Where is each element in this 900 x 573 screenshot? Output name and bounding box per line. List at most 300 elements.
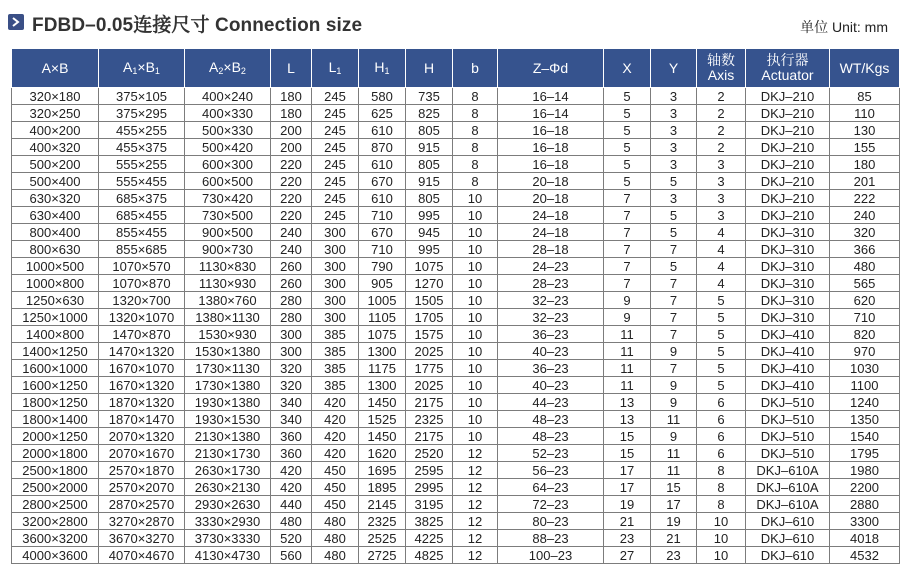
table-cell: 245 — [312, 122, 359, 139]
table-cell: 945 — [406, 224, 453, 241]
table-cell: 1730×1380 — [185, 377, 271, 394]
table-cell: 5 — [697, 377, 746, 394]
table-cell: 670 — [359, 224, 406, 241]
table-row — [12, 462, 900, 479]
table-cell: 11 — [651, 411, 697, 428]
table-cell: 1895 — [359, 479, 406, 496]
table-cell: 1005 — [359, 292, 406, 309]
table-cell: 2070×1670 — [99, 445, 185, 462]
table-cell: 1800×1250 — [12, 394, 99, 411]
table-cell: 10 — [453, 428, 498, 445]
table-cell: 580 — [359, 88, 406, 105]
table-cell: DKJ–210 — [746, 156, 830, 173]
table-cell: 620 — [830, 292, 900, 309]
column-header-main: WT/Kgs — [839, 59, 890, 76]
table-cell: 995 — [406, 241, 453, 258]
table-cell: 300 — [271, 343, 312, 360]
column-header-main: H — [423, 59, 435, 76]
table-cell: 6 — [697, 445, 746, 462]
table-cell: 420 — [312, 445, 359, 462]
table-cell: 2630×2130 — [185, 479, 271, 496]
table-cell: 10 — [453, 343, 498, 360]
table-cell: 220 — [271, 173, 312, 190]
table-cell: 28–23 — [498, 275, 604, 292]
table-cell: 560 — [271, 547, 312, 564]
table-cell: 56–23 — [498, 462, 604, 479]
table-cell: 1470×1320 — [99, 343, 185, 360]
column-header-mid: ×B — [223, 58, 241, 75]
table-cell: 4 — [697, 224, 746, 241]
table-cell: 870 — [359, 139, 406, 156]
table-cell: 5 — [604, 139, 651, 156]
table-cell: 32–23 — [498, 309, 604, 326]
table-cell: 1470×870 — [99, 326, 185, 343]
table-cell: 3 — [697, 156, 746, 173]
table-cell: 5 — [604, 156, 651, 173]
table-cell: 245 — [312, 139, 359, 156]
table-cell: 900×730 — [185, 241, 271, 258]
table-cell: 2175 — [406, 394, 453, 411]
table-cell: 180 — [830, 156, 900, 173]
table-cell: 1870×1320 — [99, 394, 185, 411]
table-cell: 10 — [453, 292, 498, 309]
table-cell: 7 — [604, 241, 651, 258]
table-row — [12, 411, 900, 428]
table-cell: 360 — [271, 428, 312, 445]
table-cell: DKJ–310 — [746, 258, 830, 275]
column-header-sub2: 1 — [154, 65, 160, 76]
table-cell: 3 — [651, 139, 697, 156]
table-row — [12, 547, 900, 564]
table-cell: 995 — [406, 207, 453, 224]
table-cell: 480 — [271, 513, 312, 530]
table-cell: 2570×1870 — [99, 462, 185, 479]
table-cell: 5 — [604, 173, 651, 190]
table-cell: 9 — [651, 428, 697, 445]
table-cell: 7 — [651, 360, 697, 377]
table-cell: DKJ–610A — [746, 479, 830, 496]
table-cell: 2025 — [406, 343, 453, 360]
table-cell: 40–23 — [498, 343, 604, 360]
table-cell: 4130×4730 — [185, 547, 271, 564]
table-cell: 2000×1250 — [12, 428, 99, 445]
table-cell: 9 — [651, 377, 697, 394]
table-cell: 12 — [453, 462, 498, 479]
table-cell: 16–14 — [498, 88, 604, 105]
table-cell: 180 — [271, 88, 312, 105]
column-header-sub2: 2 — [240, 65, 246, 76]
table-cell: 5 — [697, 360, 746, 377]
table-cell: 375×105 — [99, 88, 185, 105]
table-row — [12, 122, 900, 139]
table-cell: 32–23 — [498, 292, 604, 309]
table-cell: 1400×800 — [12, 326, 99, 343]
table-cell: 3 — [651, 156, 697, 173]
table-cell: 400×200 — [12, 122, 99, 139]
table-cell: 3825 — [406, 513, 453, 530]
table-row — [12, 530, 900, 547]
table-cell: 1450 — [359, 394, 406, 411]
table-cell: 240 — [830, 207, 900, 224]
table-cell: 455×255 — [99, 122, 185, 139]
column-header — [406, 49, 453, 88]
table-cell: DKJ–210 — [746, 139, 830, 156]
table-cell: 52–23 — [498, 445, 604, 462]
table-cell: 970 — [830, 343, 900, 360]
table-row — [12, 377, 900, 394]
column-header-main: A — [123, 58, 133, 75]
column-header-main: X — [622, 59, 632, 76]
table-cell: DKJ–610 — [746, 513, 830, 530]
table-cell: 1530×930 — [185, 326, 271, 343]
table-cell: 1100 — [830, 377, 900, 394]
column-header — [185, 49, 271, 88]
table-cell: 320 — [271, 377, 312, 394]
table-cell: 11 — [604, 326, 651, 343]
column-header-main: A×B — [41, 59, 69, 76]
table-cell: 3730×3330 — [185, 530, 271, 547]
table-cell: 735 — [406, 88, 453, 105]
table-cell: 15 — [651, 479, 697, 496]
table-cell: 685×455 — [99, 207, 185, 224]
table-cell: 805 — [406, 156, 453, 173]
table-cell: 2 — [697, 139, 746, 156]
table-row — [12, 88, 900, 105]
table-cell: 5 — [651, 173, 697, 190]
table-cell: 2525 — [359, 530, 406, 547]
table-cell: 320 — [830, 224, 900, 241]
table-cell: 13 — [604, 411, 651, 428]
table-cell: 2880 — [830, 496, 900, 513]
table-cell: 300 — [312, 241, 359, 258]
table-cell: 8 — [453, 139, 498, 156]
table-cell: 500×200 — [12, 156, 99, 173]
table-cell: 1130×930 — [185, 275, 271, 292]
table-cell: 44–23 — [498, 394, 604, 411]
table-cell: 222 — [830, 190, 900, 207]
table-cell: 1695 — [359, 462, 406, 479]
table-cell: 24–18 — [498, 224, 604, 241]
column-header-main: b — [471, 59, 479, 76]
table-cell: 1670×1320 — [99, 377, 185, 394]
table-cell: 3 — [651, 88, 697, 105]
table-cell: 280 — [271, 292, 312, 309]
table-row — [12, 428, 900, 445]
table-cell: 6 — [697, 428, 746, 445]
table-cell: 340 — [271, 394, 312, 411]
table-cell: 220 — [271, 190, 312, 207]
table-cell: 28–18 — [498, 241, 604, 258]
table-row — [12, 224, 900, 241]
table-cell: 10 — [453, 190, 498, 207]
table-cell: 1380×760 — [185, 292, 271, 309]
table-cell: 855×455 — [99, 224, 185, 241]
table-cell: 16–14 — [498, 105, 604, 122]
table-cell: 240 — [271, 224, 312, 241]
table-cell: 625 — [359, 105, 406, 122]
table-cell: 1575 — [406, 326, 453, 343]
table-cell: 500×330 — [185, 122, 271, 139]
table-cell: 1775 — [406, 360, 453, 377]
table-cell: 260 — [271, 275, 312, 292]
table-cell: 7 — [651, 241, 697, 258]
table-cell: 500×420 — [185, 139, 271, 156]
table-cell: 400×330 — [185, 105, 271, 122]
table-cell: 7 — [604, 224, 651, 241]
table-cell: 1450 — [359, 428, 406, 445]
table-cell: 10 — [453, 309, 498, 326]
table-cell: 85 — [830, 88, 900, 105]
column-header — [12, 49, 99, 88]
table-cell: 825 — [406, 105, 453, 122]
table-cell: 400×240 — [185, 88, 271, 105]
table-cell: 7 — [604, 190, 651, 207]
table-cell: 2800×2500 — [12, 496, 99, 513]
table-cell: DKJ–510 — [746, 428, 830, 445]
table-row — [12, 445, 900, 462]
table-cell: 8 — [453, 156, 498, 173]
table-cell: DKJ–410 — [746, 326, 830, 343]
column-header-main: A — [209, 58, 219, 75]
table-row — [12, 190, 900, 207]
table-cell: 855×685 — [99, 241, 185, 258]
table-cell: 5 — [697, 343, 746, 360]
table-cell: 7 — [604, 275, 651, 292]
table-cell: 11 — [604, 343, 651, 360]
table-cell: 1525 — [359, 411, 406, 428]
table-cell: 800×400 — [12, 224, 99, 241]
table-cell: 2630×1730 — [185, 462, 271, 479]
table-row — [12, 156, 900, 173]
table-cell: 48–23 — [498, 428, 604, 445]
table-cell: 21 — [604, 513, 651, 530]
table-cell: 11 — [651, 462, 697, 479]
table-cell: 245 — [312, 156, 359, 173]
table-cell: 10 — [453, 326, 498, 343]
table-cell: 1000×800 — [12, 275, 99, 292]
table-cell: 10 — [453, 241, 498, 258]
table-cell: 730×420 — [185, 190, 271, 207]
table-cell: 20–18 — [498, 173, 604, 190]
table-cell: 3600×3200 — [12, 530, 99, 547]
table-cell: 2325 — [359, 513, 406, 530]
table-cell: 300 — [271, 326, 312, 343]
table-cell: DKJ–410 — [746, 377, 830, 394]
table-cell: 2175 — [406, 428, 453, 445]
table-cell: 10 — [453, 377, 498, 394]
table-cell: 340 — [271, 411, 312, 428]
table-cell: 4018 — [830, 530, 900, 547]
table-row — [12, 139, 900, 156]
table-cell: 2145 — [359, 496, 406, 513]
column-header — [697, 49, 746, 88]
table-cell: 3 — [697, 190, 746, 207]
table-cell: 1270 — [406, 275, 453, 292]
table-cell: 1620 — [359, 445, 406, 462]
table-cell: 5 — [651, 224, 697, 241]
column-header-sub1: 1 — [384, 65, 390, 76]
table-cell: 8 — [697, 479, 746, 496]
table-cell: 2130×1730 — [185, 445, 271, 462]
column-header-main: 执行器 — [766, 52, 809, 68]
chevron-right-icon — [8, 14, 24, 30]
table-cell: 420 — [271, 462, 312, 479]
table-cell: 3670×3270 — [99, 530, 185, 547]
table-cell: 12 — [453, 547, 498, 564]
column-header-main: Z–Φd — [532, 59, 569, 76]
column-header — [604, 49, 651, 88]
table-cell: 450 — [312, 479, 359, 496]
table-cell: 8 — [453, 88, 498, 105]
table-cell: 1130×830 — [185, 258, 271, 275]
table-cell: 245 — [312, 105, 359, 122]
column-header-main: Y — [668, 59, 679, 76]
table-cell: 480 — [830, 258, 900, 275]
table-cell: 23 — [651, 547, 697, 564]
table-cell: 1240 — [830, 394, 900, 411]
table-cell: 2500×2000 — [12, 479, 99, 496]
table-cell: 300 — [312, 292, 359, 309]
table-row — [12, 343, 900, 360]
table-cell: 9 — [604, 309, 651, 326]
table-cell: 17 — [604, 462, 651, 479]
table-cell: 36–23 — [498, 360, 604, 377]
table-cell: 1980 — [830, 462, 900, 479]
table-cell: 7 — [651, 275, 697, 292]
column-header-line2: Axis — [707, 67, 735, 83]
table-cell: 630×320 — [12, 190, 99, 207]
table-cell: 400×320 — [12, 139, 99, 156]
table-cell: 385 — [312, 360, 359, 377]
table-cell: 40–23 — [498, 377, 604, 394]
table-cell: DKJ–510 — [746, 445, 830, 462]
table-cell: DKJ–210 — [746, 190, 830, 207]
table-cell: 805 — [406, 122, 453, 139]
table-cell: 11 — [604, 360, 651, 377]
table-cell: 3 — [651, 105, 697, 122]
table-cell: 300 — [312, 275, 359, 292]
table-cell: 200 — [271, 139, 312, 156]
table-cell: 520 — [271, 530, 312, 547]
column-header — [99, 49, 185, 88]
table-cell: 385 — [312, 326, 359, 343]
table-cell: 245 — [312, 207, 359, 224]
table-header-row — [12, 49, 900, 88]
table-cell: 4532 — [830, 547, 900, 564]
table-cell: 9 — [651, 343, 697, 360]
connection-size-table — [11, 48, 900, 564]
column-header-sub1: 1 — [132, 65, 138, 76]
column-header-main: L — [287, 59, 295, 76]
table-cell: 12 — [453, 513, 498, 530]
table-cell: 4825 — [406, 547, 453, 564]
table-cell: 1930×1380 — [185, 394, 271, 411]
table-cell: 1380×1130 — [185, 309, 271, 326]
table-cell: 10 — [453, 394, 498, 411]
table-cell: 20–18 — [498, 190, 604, 207]
column-header-main: 轴数 — [707, 52, 735, 68]
table-cell: 5 — [651, 207, 697, 224]
table-cell: 4 — [697, 258, 746, 275]
table-cell: 900×500 — [185, 224, 271, 241]
table-cell: 480 — [312, 530, 359, 547]
table-cell: 180 — [271, 105, 312, 122]
table-cell: 1870×1470 — [99, 411, 185, 428]
table-cell: 3195 — [406, 496, 453, 513]
table-cell: DKJ–410 — [746, 343, 830, 360]
table-cell: 8 — [453, 122, 498, 139]
table-cell: 1730×1130 — [185, 360, 271, 377]
column-header-sub1: 2 — [218, 65, 224, 76]
table-cell: 245 — [312, 190, 359, 207]
table-cell: 10 — [697, 513, 746, 530]
table-cell: 64–23 — [498, 479, 604, 496]
table-cell: 220 — [271, 156, 312, 173]
table-cell: DKJ–310 — [746, 292, 830, 309]
table-cell: 600×500 — [185, 173, 271, 190]
table-row — [12, 309, 900, 326]
table-row — [12, 394, 900, 411]
table-cell: 455×375 — [99, 139, 185, 156]
table-row — [12, 292, 900, 309]
table-cell: 1320×1070 — [99, 309, 185, 326]
table-cell: 200 — [271, 122, 312, 139]
table-cell: 1930×1530 — [185, 411, 271, 428]
table-cell: 420 — [271, 479, 312, 496]
table-cell: 1070×870 — [99, 275, 185, 292]
table-cell: 600×300 — [185, 156, 271, 173]
table-cell: 2025 — [406, 377, 453, 394]
table-cell: 440 — [271, 496, 312, 513]
table-cell: DKJ–210 — [746, 105, 830, 122]
table-cell: 24–18 — [498, 207, 604, 224]
table-cell: DKJ–410 — [746, 360, 830, 377]
table-cell: 7 — [604, 258, 651, 275]
table-cell: 320×180 — [12, 88, 99, 105]
table-cell: 320×250 — [12, 105, 99, 122]
table-cell: 1300 — [359, 377, 406, 394]
table-row — [12, 105, 900, 122]
table-cell: DKJ–610A — [746, 496, 830, 513]
table-cell: 710 — [359, 241, 406, 258]
table-cell: 8 — [453, 173, 498, 190]
table-cell: 1530×1380 — [185, 343, 271, 360]
table-cell: 245 — [312, 173, 359, 190]
table-cell: 565 — [830, 275, 900, 292]
table-cell: 1795 — [830, 445, 900, 462]
table-cell: 88–23 — [498, 530, 604, 547]
table-cell: 7 — [604, 207, 651, 224]
table-cell: 10 — [697, 547, 746, 564]
table-cell: 155 — [830, 139, 900, 156]
table-cell: 10 — [453, 360, 498, 377]
table-row — [12, 326, 900, 343]
table-cell: 5 — [697, 326, 746, 343]
table-cell: 5 — [604, 105, 651, 122]
table-cell: 300 — [312, 309, 359, 326]
table-cell: 730×500 — [185, 207, 271, 224]
table-cell: 4070×4670 — [99, 547, 185, 564]
table-cell: DKJ–510 — [746, 394, 830, 411]
table-row — [12, 275, 900, 292]
column-header-sub1: 1 — [336, 65, 342, 76]
column-header — [651, 49, 697, 88]
table-cell: 1505 — [406, 292, 453, 309]
table-cell: DKJ–210 — [746, 207, 830, 224]
title-bar — [8, 8, 890, 38]
table-cell: 10 — [697, 530, 746, 547]
table-cell: 2870×2570 — [99, 496, 185, 513]
